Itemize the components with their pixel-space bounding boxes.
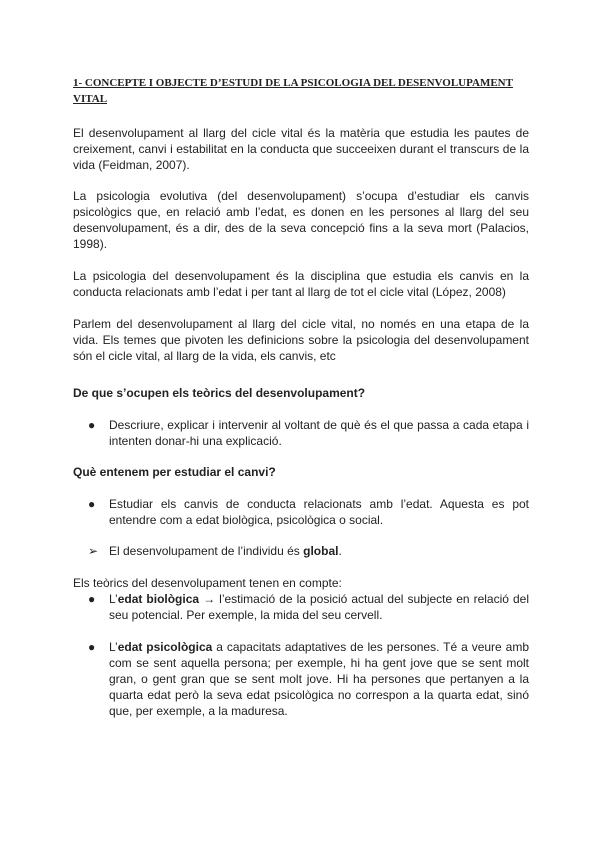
question-heading-teorics: De que s’ocupen els teòrics del desenvolupament? [73,386,366,400]
edat-biologica-emphasis: edat biològica [117,592,200,606]
global-emphasis: global [303,544,339,558]
paragraph-definition-lopez: La psicologia del desenvolupament és la disciplina que estudia els canvis en la conducta relacionats amb l’edat i per tant al llarg de tot el cicle vital (López, 2008) [73,269,529,299]
arrow-bullet-icon: ➢ [88,544,99,558]
bullet-icon: ● [88,592,96,606]
bullet-text: Estudiar els canvis de conducta relacionats amb l’edat. Aquesta es pot entendre com a edat biològica, psicològica o social. [109,497,529,527]
section-title: 1- CONCEPTE I OBJECTE D’ESTUDI DE LA PSICOLOGIA DEL DESENVOLUPAMENT VITAL [73,77,513,105]
paragraph-cicle-vital: Parlem del desenvolupament al llarg del cicle vital, no només en una etapa de la vida. Els temes que pivoten les definicions sobre la psicologia del desenvolupament són el cicle vital, al llarg de la vida, els canvis, etc [73,317,529,363]
bullet-text: L’edat biològica → l’estimació de la posició actual del subjecte en relació del seu potencial. Per exemple, la mida del seu cervell. [109,592,529,622]
arrow-item-text: El desenvolupament de l’individu és global. [109,544,342,558]
bullet-text: Descriure, explicar i intervenir al voltant de què és el que passa a cada etapa i intenten donar-hi una explicació. [109,418,529,448]
bullet-text: L’edat psicològica a capacitats adaptatives de les persones. Té a veure amb com se sent aquella persona; per exemple, hi ha gent jove que se sent molt gran, o gent gran que se sent molt jove. Hi ha persones que pertanyen a la quarta edat però la seva edat psicològica no correspon a la quarta edat, sinó que, per exemple, a la maduresa. [109,640,529,718]
paragraph-definition-palacios: La psicologia evolutiva (del desenvolupament) s’ocupa d’estudiar els canvis psicològics que, en relació amb l’edat, es donen en les persones al llarg del seu desenvolupament, és a dir, des de la seva concepció fins a la seva mort (Palacios, 1998). [73,189,529,251]
paragraph-definition-feidman: El desenvolupament al llarg del cicle vital és la matèria que estudia les pautes de creixement, canvi i estabilitat en la conducta que succeeixen durant el transcurs de la vida (Feidman, 2007). [73,126,529,172]
bullet-icon: ● [88,497,96,511]
bullet-icon: ● [88,418,96,432]
question-heading-canvi: Què entenem per estudiar el canvi? [73,465,276,479]
bullet-icon: ● [88,640,96,654]
edat-psicologica-emphasis: edat psicològica [117,640,213,654]
theorists-intro: Els teòrics del desenvolupament tenen en compte: [73,576,342,590]
